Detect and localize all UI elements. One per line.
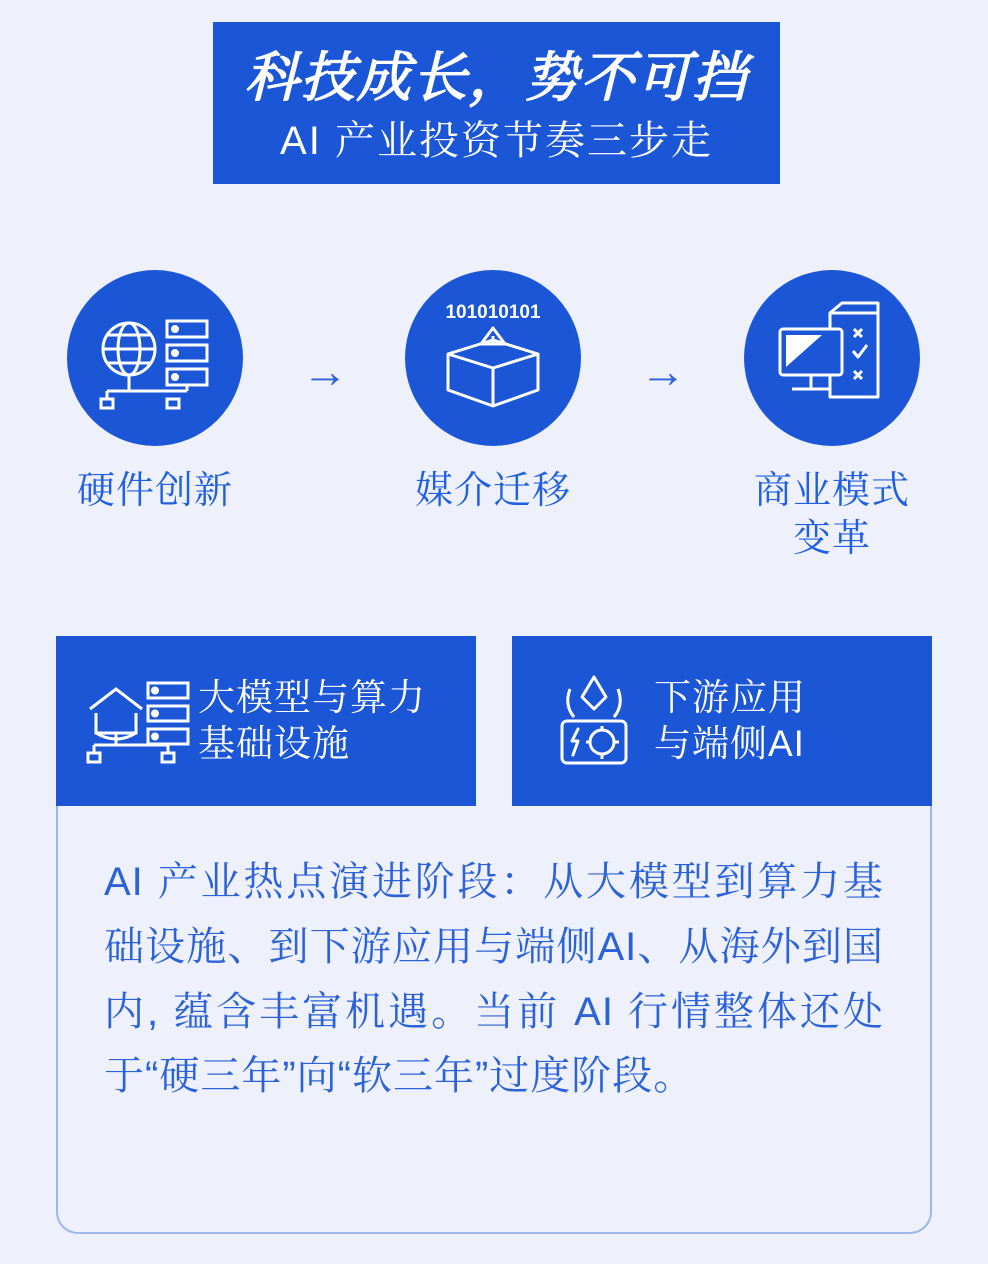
step-3-label-line2: 变革 <box>792 517 871 560</box>
step-1-label: 硬件创新 <box>76 470 233 512</box>
tab-infrastructure-line2: 基础设施 <box>198 723 350 764</box>
datacenter-rack-icon <box>78 673 198 769</box>
tab-applications-label <box>654 675 806 768</box>
page-title: 科技成长，势不可挡 <box>244 48 749 108</box>
tab-applications[interactable] <box>512 636 932 806</box>
tab-infrastructure-line1: 大模型与算力 <box>198 676 426 718</box>
step-item-1 <box>30 270 280 516</box>
arrow-icon-2: → <box>640 345 686 397</box>
summary-card <box>56 806 932 1234</box>
summary-text: AI 产业热点演进阶段：从大模型到算力基础设施、到下游应用与端侧AI、从海外到国内, 蕴含丰富机遇。当前 AI 行情整体还处于“硬三年”向“软三年”过度阶段。 <box>104 860 884 1099</box>
open-box-binary-icon <box>428 298 558 418</box>
category-tabs <box>56 636 932 806</box>
step-1-circle <box>67 270 243 446</box>
arrow-icon-1: → <box>302 345 348 397</box>
step-2-label: 媒介迁移 <box>414 470 571 512</box>
tab-applications-line2: 与端侧AI <box>654 723 805 764</box>
page-subtitle: AI 产业投资节奏三步走 <box>280 118 713 163</box>
tab-applications-line1: 下游应用 <box>654 676 806 718</box>
step-item-3 <box>707 270 957 563</box>
steps-row <box>0 270 988 600</box>
monitor-checklist-icon <box>770 301 895 416</box>
step-item-2 <box>368 270 618 516</box>
tab-infrastructure-label <box>198 675 426 768</box>
step-2-circle <box>405 270 581 446</box>
chip-diamond-icon <box>534 671 654 771</box>
svg-text:101010101: 101010101 <box>445 302 541 323</box>
step-3-circle <box>744 270 920 446</box>
step-3-label-line1: 商业模式 <box>753 470 910 512</box>
header-banner <box>213 22 780 184</box>
tab-infrastructure[interactable] <box>56 636 476 806</box>
server-network-icon <box>95 303 215 413</box>
step-3-label <box>707 468 957 563</box>
